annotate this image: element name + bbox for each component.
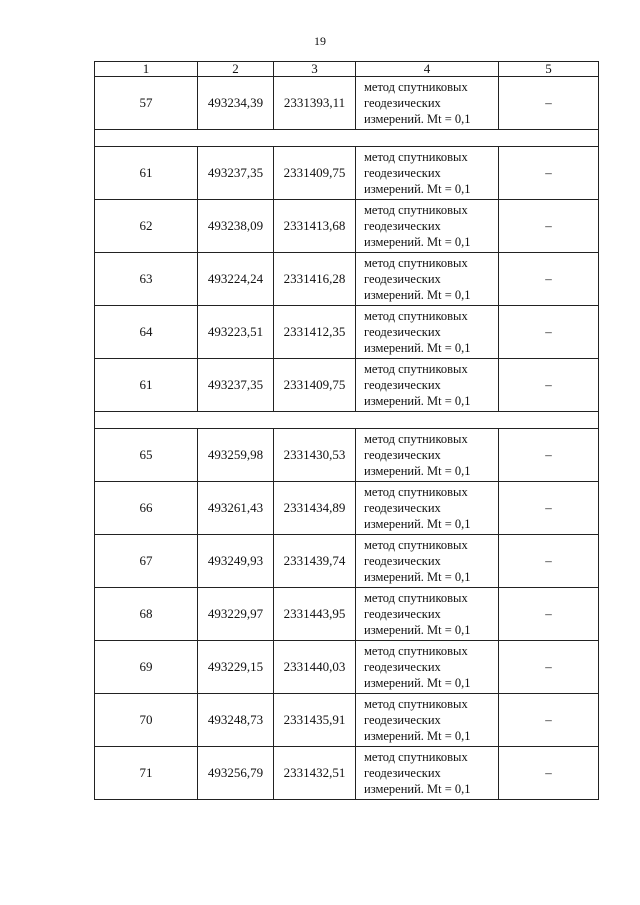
y-coordinate-cell: 2331416,28 [274, 253, 356, 306]
note-cell: – [499, 429, 599, 482]
y-coordinate-cell: 2331393,11 [274, 77, 356, 130]
x-coordinate-cell: 493259,98 [198, 429, 274, 482]
coordinates-table [94, 61, 599, 800]
x-coordinate-cell: 493237,35 [198, 359, 274, 412]
method-line: измерений. Mt = 0,1 [364, 464, 471, 478]
note-cell: – [499, 200, 599, 253]
method-line: геодезических [364, 766, 441, 780]
x-coordinate-cell: 493248,73 [198, 694, 274, 747]
method-cell [356, 253, 499, 306]
table-separator-row [95, 130, 599, 147]
y-coordinate-cell: 2331430,53 [274, 429, 356, 482]
y-coordinate-cell: 2331412,35 [274, 306, 356, 359]
separator-cell [95, 412, 599, 429]
x-coordinate-cell: 493224,24 [198, 253, 274, 306]
table-row [95, 588, 599, 641]
note-cell: – [499, 694, 599, 747]
point-number-cell: 69 [95, 641, 198, 694]
x-coordinate-cell: 493229,15 [198, 641, 274, 694]
point-number-cell: 71 [95, 747, 198, 800]
point-number-cell: 61 [95, 147, 198, 200]
page-number: 19 [314, 34, 326, 48]
method-line: метод спутниковых [364, 644, 468, 658]
y-coordinate-cell: 2331443,95 [274, 588, 356, 641]
y-coordinate-cell: 2331434,89 [274, 482, 356, 535]
method-line: геодезических [364, 607, 441, 621]
method-cell [356, 588, 499, 641]
method-cell [356, 306, 499, 359]
method-line: измерений. Mt = 0,1 [364, 182, 471, 196]
method-cell [356, 482, 499, 535]
method-line: метод спутниковых [364, 697, 468, 711]
point-number-cell: 61 [95, 359, 198, 412]
point-number-cell: 65 [95, 429, 198, 482]
y-coordinate-cell: 2331409,75 [274, 359, 356, 412]
header-cell-2: 2 [198, 62, 274, 77]
method-cell [356, 641, 499, 694]
table-row [95, 482, 599, 535]
y-coordinate-cell: 2331435,91 [274, 694, 356, 747]
table-separator-row [95, 412, 599, 429]
point-number-cell: 63 [95, 253, 198, 306]
y-coordinate-cell: 2331432,51 [274, 747, 356, 800]
x-coordinate-cell: 493229,97 [198, 588, 274, 641]
table-row [95, 147, 599, 200]
header-cell-4: 4 [356, 62, 499, 77]
method-cell [356, 77, 499, 130]
note-cell: – [499, 147, 599, 200]
method-line: метод спутниковых [364, 485, 468, 499]
method-cell [356, 747, 499, 800]
method-line: измерений. Mt = 0,1 [364, 623, 471, 637]
method-line: измерений. Mt = 0,1 [364, 235, 471, 249]
x-coordinate-cell: 493223,51 [198, 306, 274, 359]
table-row [95, 694, 599, 747]
method-cell [356, 200, 499, 253]
method-line: геодезических [364, 713, 441, 727]
method-line: геодезических [364, 378, 441, 392]
point-number-cell: 64 [95, 306, 198, 359]
table-row [95, 253, 599, 306]
method-line: метод спутниковых [364, 362, 468, 376]
method-line: метод спутниковых [364, 203, 468, 217]
method-line: геодезических [364, 660, 441, 674]
x-coordinate-cell: 493237,35 [198, 147, 274, 200]
method-line: геодезических [364, 166, 441, 180]
point-number-cell: 70 [95, 694, 198, 747]
table-row [95, 641, 599, 694]
method-line: измерений. Mt = 0,1 [364, 112, 471, 126]
table-row [95, 535, 599, 588]
separator-cell [95, 130, 599, 147]
x-coordinate-cell: 493249,93 [198, 535, 274, 588]
method-line: метод спутниковых [364, 150, 468, 164]
method-cell [356, 429, 499, 482]
table-row [95, 429, 599, 482]
method-line: метод спутниковых [364, 750, 468, 764]
method-line: геодезических [364, 272, 441, 286]
method-cell [356, 147, 499, 200]
table-row [95, 359, 599, 412]
method-line: измерений. Mt = 0,1 [364, 729, 471, 743]
method-line: измерений. Mt = 0,1 [364, 782, 471, 796]
y-coordinate-cell: 2331409,75 [274, 147, 356, 200]
x-coordinate-cell: 493238,09 [198, 200, 274, 253]
table-row [95, 77, 599, 130]
y-coordinate-cell: 2331440,03 [274, 641, 356, 694]
method-line: геодезических [364, 219, 441, 233]
note-cell: – [499, 535, 599, 588]
x-coordinate-cell: 493261,43 [198, 482, 274, 535]
table-header-row [95, 62, 599, 77]
method-line: геодезических [364, 554, 441, 568]
table-row [95, 306, 599, 359]
method-cell [356, 535, 499, 588]
note-cell: – [499, 747, 599, 800]
method-line: метод спутниковых [364, 309, 468, 323]
note-cell: – [499, 641, 599, 694]
method-line: метод спутниковых [364, 538, 468, 552]
point-number-cell: 68 [95, 588, 198, 641]
table-row [95, 747, 599, 800]
method-line: измерений. Mt = 0,1 [364, 288, 471, 302]
method-line: измерений. Mt = 0,1 [364, 341, 471, 355]
point-number-cell: 66 [95, 482, 198, 535]
header-cell-1: 1 [95, 62, 198, 77]
method-cell [356, 359, 499, 412]
coordinates-table-body [95, 62, 599, 800]
method-line: геодезических [364, 96, 441, 110]
method-line: метод спутниковых [364, 80, 468, 94]
note-cell: – [499, 482, 599, 535]
header-cell-3: 3 [274, 62, 356, 77]
note-cell: – [499, 77, 599, 130]
table-row [95, 200, 599, 253]
x-coordinate-cell: 493234,39 [198, 77, 274, 130]
y-coordinate-cell: 2331413,68 [274, 200, 356, 253]
note-cell: – [499, 253, 599, 306]
method-line: метод спутниковых [364, 256, 468, 270]
y-coordinate-cell: 2331439,74 [274, 535, 356, 588]
note-cell: – [499, 588, 599, 641]
method-line: метод спутниковых [364, 432, 468, 446]
method-line: измерений. Mt = 0,1 [364, 394, 471, 408]
point-number-cell: 67 [95, 535, 198, 588]
method-line: геодезических [364, 501, 441, 515]
method-line: метод спутниковых [364, 591, 468, 605]
note-cell: – [499, 306, 599, 359]
method-line: измерений. Mt = 0,1 [364, 570, 471, 584]
method-line: измерений. Mt = 0,1 [364, 517, 471, 531]
point-number-cell: 62 [95, 200, 198, 253]
point-number-cell: 57 [95, 77, 198, 130]
method-line: измерений. Mt = 0,1 [364, 676, 471, 690]
note-cell: – [499, 359, 599, 412]
method-line: геодезических [364, 448, 441, 462]
method-line: геодезических [364, 325, 441, 339]
header-cell-5: 5 [499, 62, 599, 77]
x-coordinate-cell: 493256,79 [198, 747, 274, 800]
method-cell [356, 694, 499, 747]
